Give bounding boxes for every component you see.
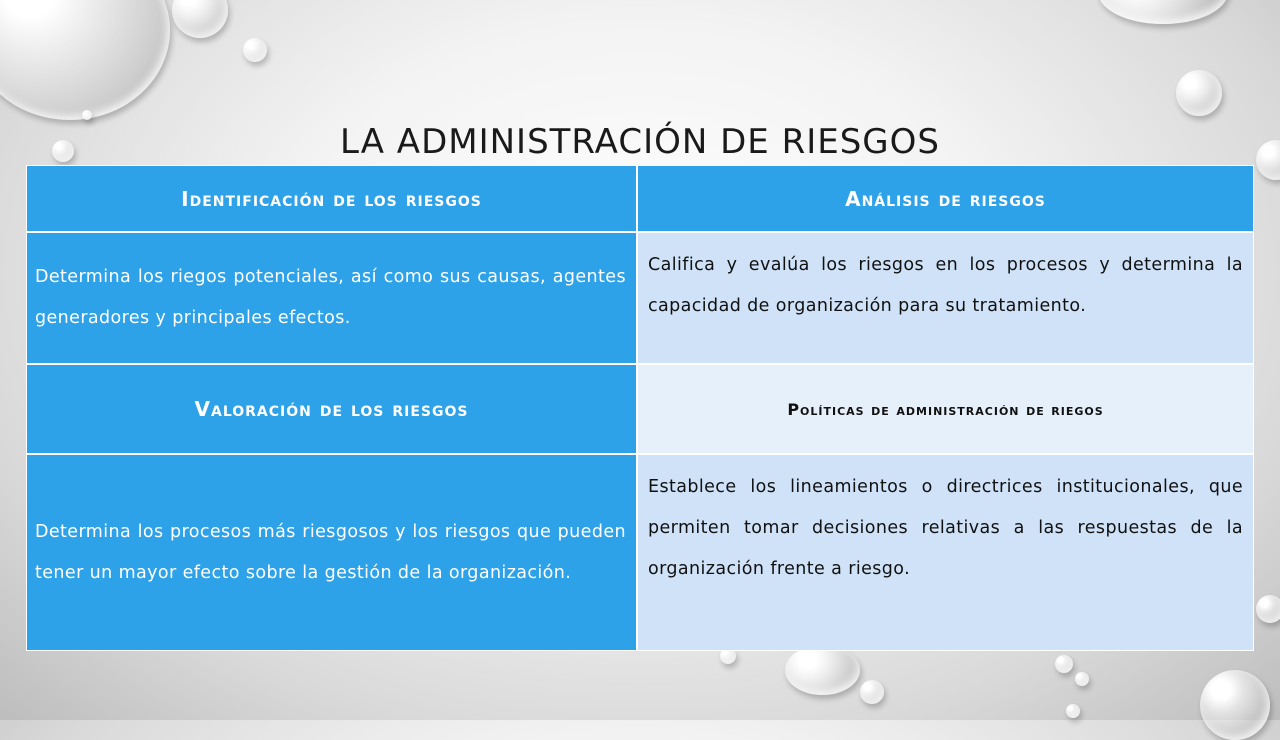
cell-politicas-description <box>637 454 1254 651</box>
politicas-text: Establece los lineamientos o directrices institucionales, que permiten tomar decisiones relativas a las respuestas de la organización frente a riesgo. <box>648 477 1243 579</box>
water-drop-decoration <box>82 110 92 120</box>
water-drop-decoration <box>1200 670 1270 740</box>
water-drop-decoration <box>1066 704 1080 718</box>
risk-management-table <box>26 165 1254 651</box>
identificacion-text: Determina los riegos potenciales, así como sus causas, agentes generadores y principales efectos. <box>35 267 626 328</box>
header-politicas: Políticas de administración de riegos <box>637 364 1254 454</box>
header-analisis: Análisis de riesgos <box>637 165 1254 232</box>
cell-identificacion-description <box>26 232 637 364</box>
slide-title: LA ADMINISTRACIÓN DE RIESGOS <box>340 122 940 162</box>
cell-valoracion-description <box>26 454 637 651</box>
water-drop-decoration <box>172 0 228 38</box>
header-valoracion: Valoración de los riesgos <box>26 364 637 454</box>
header-identificacion: Identificación de los riesgos <box>26 165 637 232</box>
water-drop-decoration <box>243 38 267 62</box>
cell-analisis-description <box>637 232 1254 364</box>
analisis-text: Califica y evalúa los riesgos en los procesos y determina la capacidad de organización para su tratamiento. <box>648 255 1243 316</box>
water-drop-decoration <box>0 0 170 120</box>
water-drop-decoration <box>1176 70 1222 116</box>
water-drop-decoration <box>785 645 860 695</box>
water-drop-decoration <box>860 680 884 704</box>
water-drop-decoration <box>1055 655 1073 673</box>
water-drop-decoration <box>1256 595 1280 623</box>
water-drop-decoration <box>1098 0 1228 24</box>
valoracion-text: Determina los procesos más riesgosos y los riesgos que pueden tener un mayor efecto sobre la gestión de la organización. <box>35 521 626 583</box>
water-drop-decoration <box>1075 672 1089 686</box>
